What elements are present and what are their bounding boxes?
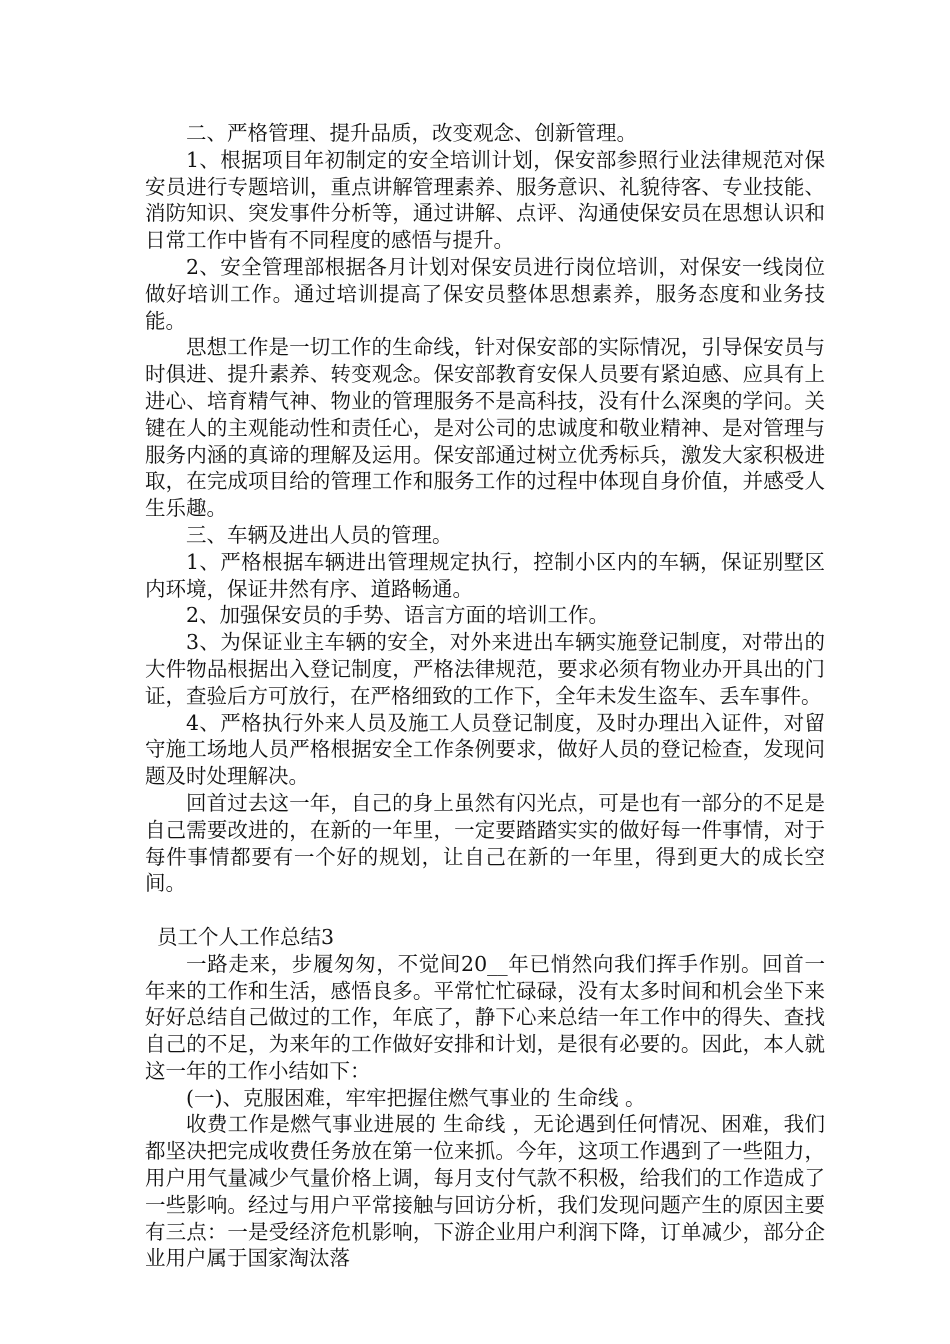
- paragraph: 收费工作是燃气事业进展的 生命线 ，无论遇到任何情况、困难，我们都坚决把完成收费任务放在第一位来抓。今年，这项工作遇到了一些阻力，用户用气量减少气量价格上调，每月支付气款不积极，给我们的工作造成了一些影响。经过与用户平常接触与回访分析，我们发现问题产生的原因主要有三点：一是受经济危机影响，下游企业用户利润下降，订单减少，部分企业用户属于国家淘汰落: [145, 1112, 825, 1271]
- paragraph: 三、车辆及进出人员的管理。: [186, 522, 453, 547]
- paragraph: 2、安全管理部根据各月计划对保安员进行岗位培训，对保安一线岗位做好培训工作。通过培训提高了保安员整体思想素养，服务态度和业务技能。: [145, 254, 825, 333]
- paragraph: 3、为保证业主车辆的安全，对外来进出车辆实施登记制度，对带出的大件物品根据出入登记制度，严格法律规范，要求必须有物业办开具出的门证，查验后方可放行，在严格细致的工作下，全年未发生盗车、丢车事件。: [145, 630, 825, 708]
- document-body: [145, 120, 825, 1272]
- paragraph: 一路走来，步履匆匆，不觉间20__年已悄然向我们挥手作别。回首一年来的工作和生活，感悟良多。平常忙忙碌碌，没有太多时间和机会坐下来好好总结自己做过的工作，年底了，静下心来总结一年工作中的得失、查找自己的不足，为来年的工作做好安排和计划，是很有必要的。因此，本人就这一年的工作小结如下：: [145, 951, 825, 1083]
- paragraph: 思想工作是一切工作的生命线，针对保安部的实际情况，引导保安员与时俱进、提升素养、转变观念。保安部教育安保人员要有紧迫感、应具有上进心、培育精气神、物业的管理服务不是高科技，没有什么深奥的学问。关键在人的主观能动性和责任心，是对公司的忠诚度和敬业精神、是对管理与服务内涵的真谛的理解及运用。保安部通过树立优秀标兵，激发大家积极进取，在完成项目给的管理工作和服务工作的过程中体现自身价值，并感受人生乐趣。: [145, 335, 825, 521]
- section-title: 员工个人工作总结3: [157, 924, 335, 949]
- paragraph: 4、严格执行外来人员及施工人员登记制度，及时办理出入证件，对留守施工场地人员严格根据安全工作条例要求，做好人员的登记检查，发现问题及时处理解决。: [145, 710, 825, 789]
- paragraph: (一)、克服困难，牢牢把握住燃气事业的 生命线 。: [186, 1085, 646, 1110]
- paragraph: 二、严格管理、提升品质，改变观念、创新管理。: [186, 121, 637, 145]
- paragraph: 1、严格根据车辆进出管理规定执行，控制小区内的车辆，保证别墅区内环境，保证井然有序、道路畅通。: [145, 549, 825, 601]
- paragraph: 回首过去这一年，自己的身上虽然有闪光点，可是也有一部分的不足是自己需要改进的，在新的一年里，一定要踏踏实实的做好每一件事情，对于每件事情都要有一个好的规划，让自己在新的一年里，得到更大的成长空间。: [145, 790, 825, 896]
- paragraph: 1、根据项目年初制定的安全培训计划，保安部参照行业法律规范对保安员进行专题培训，重点讲解管理素养、服务意识、礼貌待客、专业技能、消防知识、突发事件分析等，通过讲解、点评、沟通使保安员在思想认识和日常工作中皆有不同程度的感悟与提升。: [145, 147, 825, 253]
- paragraph: 2、加强保安员的手势、语言方面的培训工作。: [186, 603, 610, 628]
